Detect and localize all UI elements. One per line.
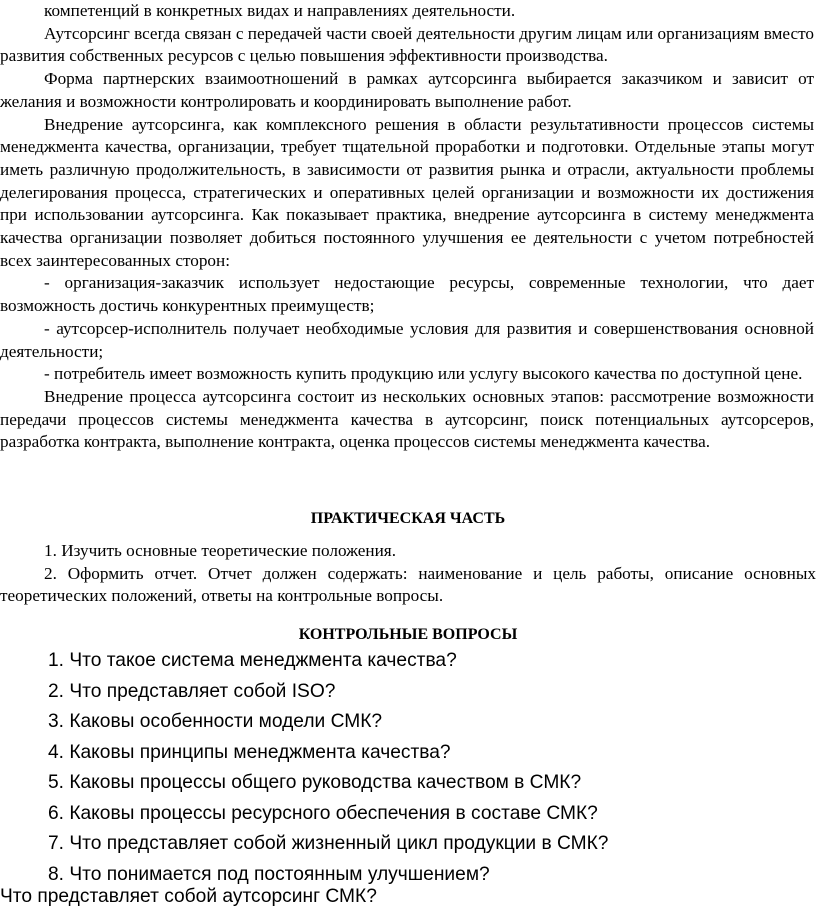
question-3: 3. Каковы особенности модели СМК? xyxy=(48,711,383,732)
question-2: 2. Что представляет собой ISO? xyxy=(48,680,336,702)
task-1: 1. Изучить основные теоретические положения. xyxy=(44,541,396,560)
practical-tasks xyxy=(0,540,816,608)
paragraph-continuation: компетенций в конкретных видах и направлениях деятельности. xyxy=(44,1,516,20)
list-item-consumer: - потребитель имеет возможность купить продукцию или услугу высокого качества по доступной цене. xyxy=(44,364,803,384)
paragraph-outsourcing-definition: Аутсорсинг всегда связан с передачей части своей деятельности другим лицам или организациям вместо развития собственных ресурсов с целью повышения эффективности производства. xyxy=(0,23,814,66)
paragraph-partnership-form: Форма партнерских взаимоотношений в рамках аутсорсинга выбирается заказчиком и зависит от желания и возможности контролировать и координировать выполнение работ. xyxy=(0,69,814,111)
list-item-contractor: - аутсорсер-исполнитель получает необходимые условия для развития и совершенствования основной деятельности; xyxy=(0,318,814,361)
question-8: 8. Что понимается под постоянным улучшением? xyxy=(48,863,490,885)
question-last: Что представляет собой аутсорсинг СМК? xyxy=(0,886,377,907)
question-5: 5. Каковы процессы общего руководства качеством в СМК? xyxy=(48,772,582,793)
paragraph-stages: Внедрение процесса аутсорсинга состоит из нескольких основных этапов: рассмотрение возможности передачи процессов системы менеджмента качества в аутсорсинг, поиск потенциальных аутсорсеров, разработка контракта, выполнение контракта, оценка процессов системы менеджмента качества. xyxy=(0,386,814,452)
practical-heading: ПРАКТИЧЕСКАЯ ЧАСТЬ xyxy=(310,510,506,527)
last-question-wrap xyxy=(0,884,816,910)
question-1: 1. Что такое система менеджмента качества? xyxy=(48,650,457,671)
practical-section xyxy=(0,508,816,530)
body-text xyxy=(0,0,816,454)
question-6: 6. Каковы процессы ресурсного обеспечения в составе СМК? xyxy=(48,802,598,824)
paragraph-implementation: Внедрение аутсорсинга, как комплексного решения в области результативности процессов системы менеджмента качества, организации, требует тщательной проработки и подготовки. Отдельные этапы могут иметь различную продолжительность, в зависимости от развития рынка и отрасли, актуальности проблемы делегирования процесса, стратегических и оперативных целей организации и возможности их достижения при использовании аутсорсинга. Как показывает практика, внедрение аутсорсинга в систему менеджмента качества организации позволяет добиться постоянного улучшения ее деятельности с учетом потребностей всех заинтересованных сторон: xyxy=(0,114,814,270)
question-7: 7. Что представляет собой жизненный цикл продукции в СМК? xyxy=(48,833,609,854)
question-4: 4. Каковы принципы менеджмента качества? xyxy=(48,741,451,763)
control-heading: КОНТРОЛЬНЫЕ ВОПРОСЫ xyxy=(298,626,518,643)
task-2: 2. Оформить отчет. Отчет должен содержать: наименование и цель работы, описание основных теоретических положений, ответы на контрольные вопросы. xyxy=(0,563,816,606)
control-section xyxy=(0,624,816,646)
list-item-customer: - организация-заказчик использует недостающие ресурсы, современные технологии, что дает возможность достичь конкурентных преимуществ; xyxy=(0,273,814,316)
control-questions-list xyxy=(48,646,808,890)
